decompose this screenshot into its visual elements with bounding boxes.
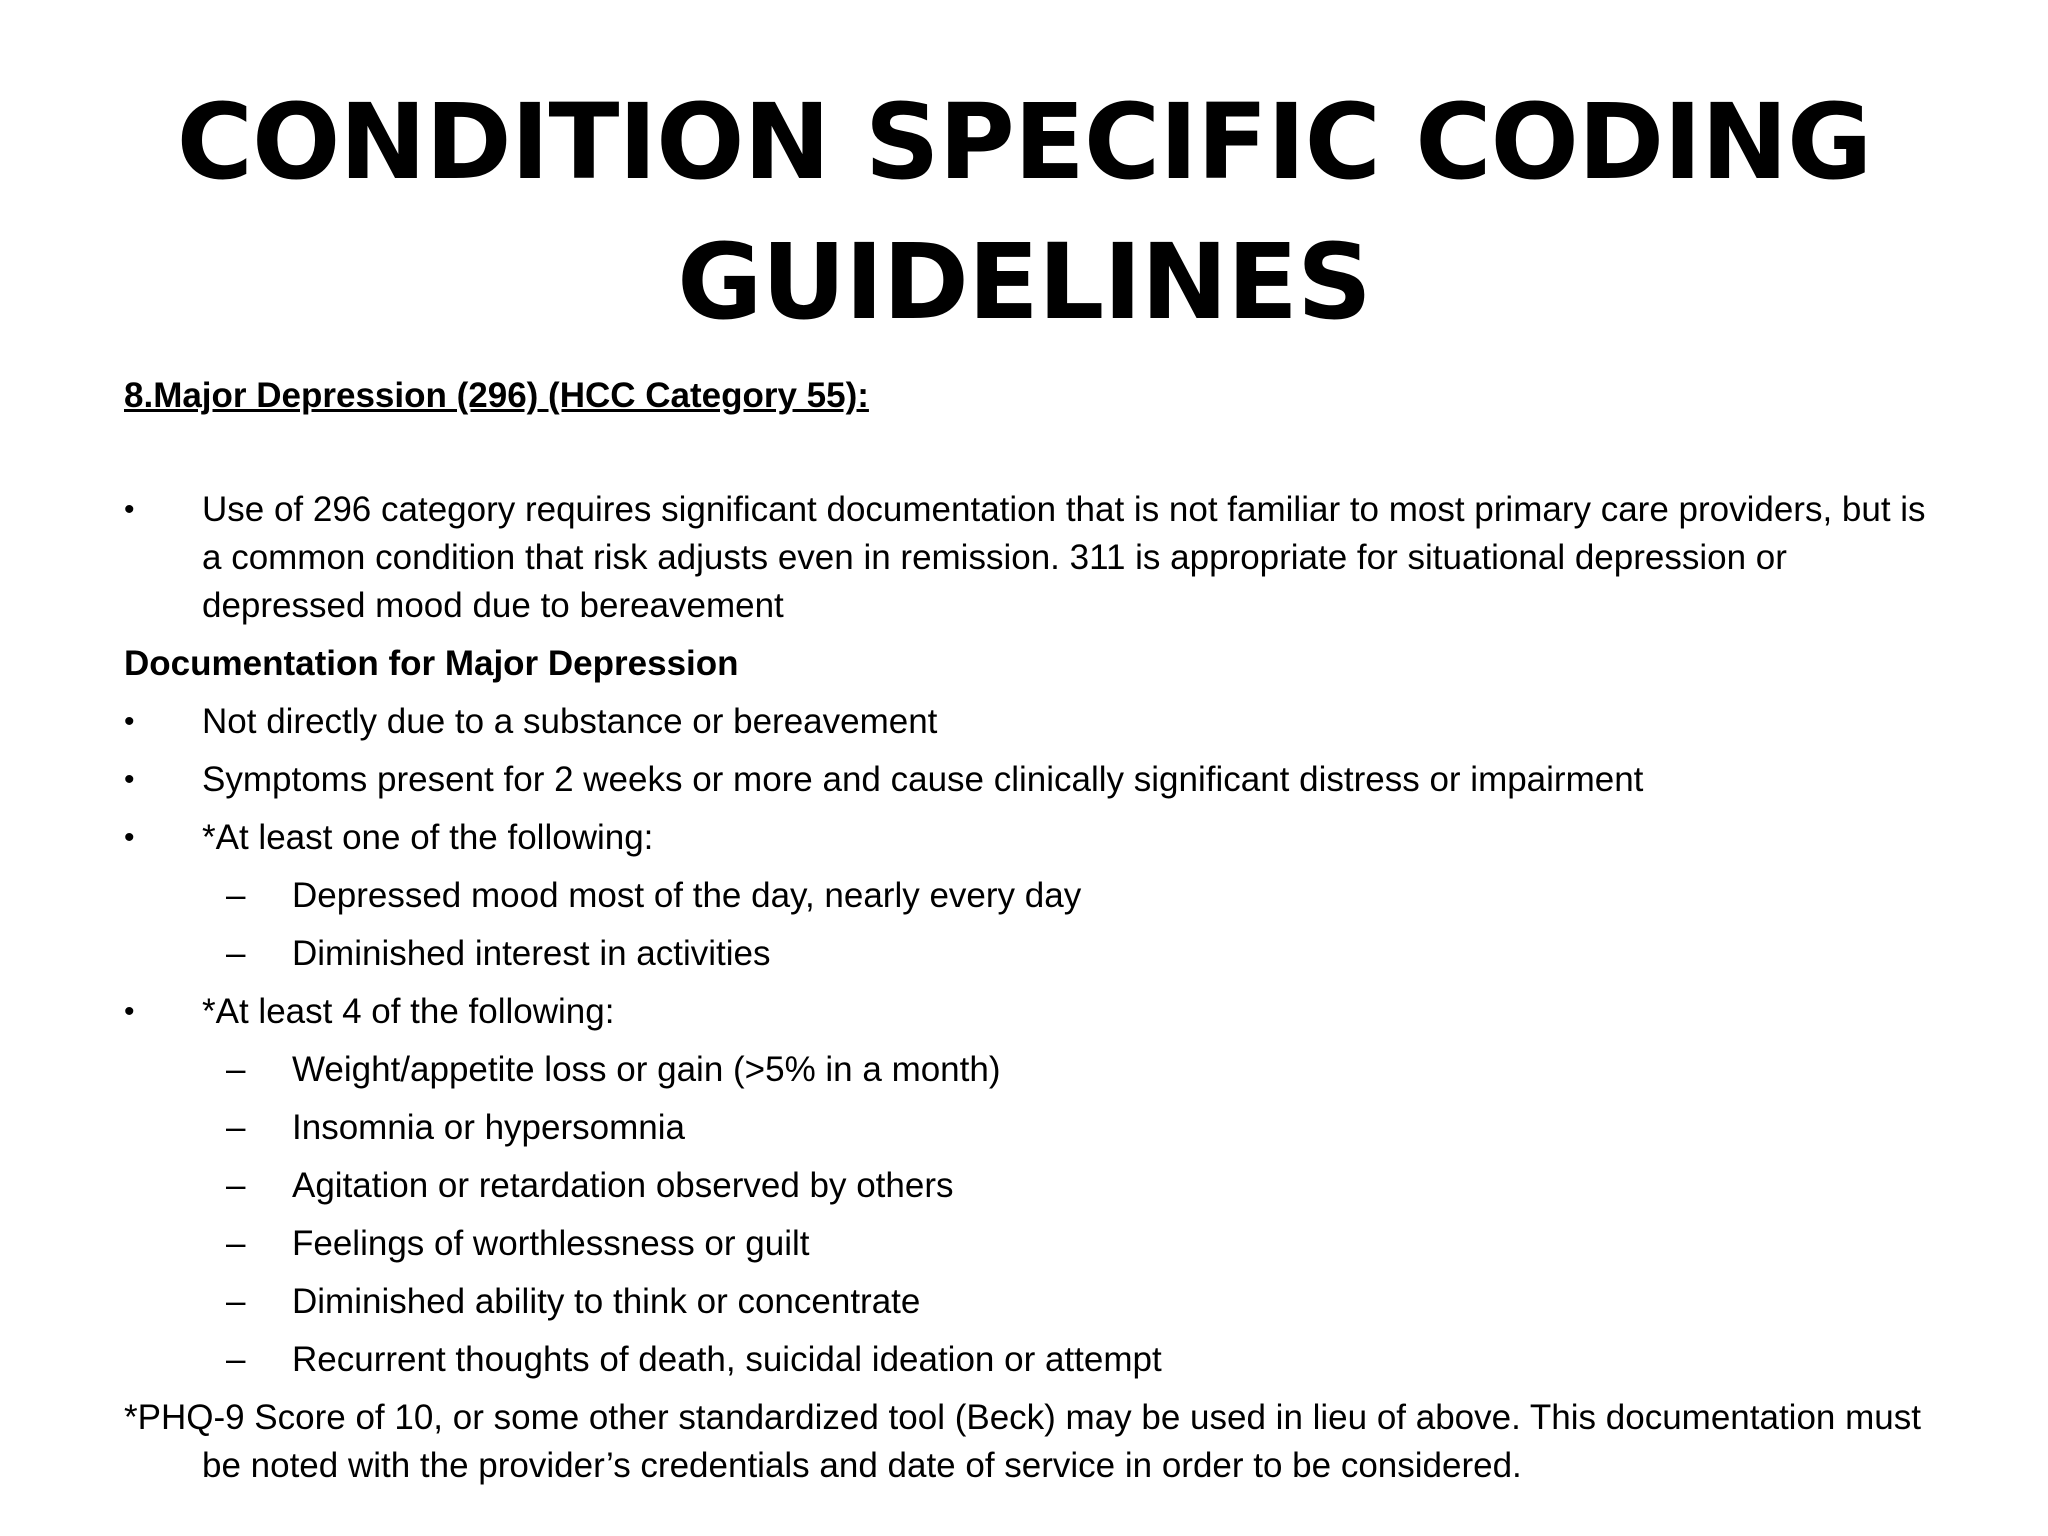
sub-criteria-text: Weight/appetite loss or gain (>5% in a month) (292, 1050, 1001, 1089)
sub-criteria-item (124, 1220, 1954, 1268)
sub-criteria-text: Agitation or retardation observed by others (292, 1166, 954, 1205)
criteria-item-text: Not directly due to a substance or bereavement (202, 702, 938, 741)
dash-icon: – (226, 934, 246, 973)
criteria-item (124, 756, 1954, 804)
dash-icon: – (226, 1108, 246, 1147)
sub-criteria-item (124, 930, 1954, 978)
dash-icon: – (226, 1166, 246, 1205)
bullet-icon: • (124, 705, 135, 738)
slide-title (0, 72, 2048, 352)
sub-criteria-text: Diminished interest in activities (292, 934, 771, 973)
sub-criteria-item (124, 1162, 1954, 1210)
sub-criteria-item (124, 1336, 1954, 1384)
dash-icon: – (226, 1282, 246, 1321)
sub-criteria-text: Recurrent thoughts of death, suicidal ideation or attempt (292, 1340, 1162, 1379)
sub-criteria-text: Diminished ability to think or concentrate (292, 1282, 921, 1321)
criteria-item (124, 988, 1954, 1036)
criteria-item-text: Symptoms present for 2 weeks or more and cause clinically significant distress or impairment (202, 760, 1644, 799)
sub-criteria-item (124, 872, 1954, 920)
section-heading: 8.Major Depression (296) (HCC Category 55): (124, 376, 869, 415)
sub-criteria-item (124, 1046, 1954, 1094)
criteria-item (124, 814, 1954, 862)
intro-bullet (124, 486, 1954, 630)
title-line-1: CONDITION SPECIFIC CODING (176, 81, 1872, 203)
intro-bullet-text: Use of 296 category requires significant documentation that is not familiar to most primary care providers, but is a common condition that risk adjusts even in remission. 311 is appropriate for situational depression or depressed mood due to bereavement (202, 490, 1926, 625)
title-line-2: GUIDELINES (677, 221, 1371, 343)
dash-icon: – (226, 876, 246, 915)
bullet-icon: • (124, 995, 135, 1028)
sub-criteria-item (124, 1104, 1954, 1152)
bullet-icon: • (124, 763, 135, 796)
sub-criteria-text: Feelings of worthlessness or guilt (292, 1224, 810, 1263)
bullet-icon: • (124, 821, 135, 854)
dash-icon: – (226, 1050, 246, 1089)
dash-icon: – (226, 1340, 246, 1379)
criteria-item (124, 698, 1954, 746)
criteria-item-text: *At least one of the following: (202, 818, 654, 857)
criteria-item-text: *At least 4 of the following: (202, 992, 615, 1031)
sub-criteria-text: Depressed mood most of the day, nearly every day (292, 876, 1082, 915)
footnote: *PHQ-9 Score of 10, or some other standardized tool (Beck) may be used in lieu of above. This documentation must be noted with the provider’s credentials and date of service in order to be considered. (124, 1398, 1921, 1485)
sub-criteria-text: Insomnia or hypersomnia (292, 1108, 685, 1147)
slide-body (124, 372, 1954, 1490)
dash-icon: – (226, 1224, 246, 1263)
sub-criteria-item (124, 1278, 1954, 1326)
bullet-icon: • (124, 493, 135, 526)
documentation-heading: Documentation for Major Depression (124, 644, 739, 683)
